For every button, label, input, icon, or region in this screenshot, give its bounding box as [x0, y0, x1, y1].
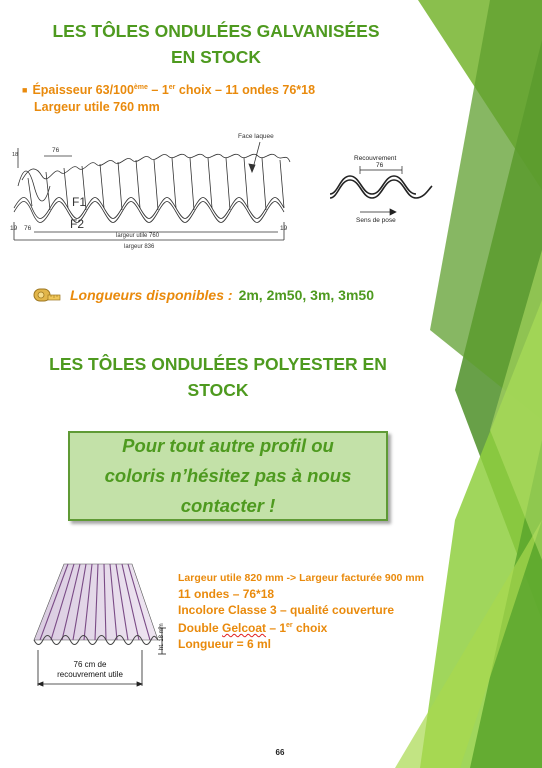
recouvrement-diagram [326, 150, 438, 226]
dim-19-right-label: 19 [280, 225, 288, 232]
polyester-spec-line1: Largeur utile 820 mm -> Largeur facturée 900 mm [178, 572, 424, 584]
galvanized-specs [22, 80, 315, 115]
gelcoat-word: Gelcoat [222, 621, 267, 635]
cover-line2-label: recouvrement utile [57, 670, 123, 679]
polyester-spec-line3: Incolore Classe 3 – qualité couverture [178, 603, 395, 617]
dim-76-top-label: 76 [52, 147, 60, 154]
tape-measure-icon [32, 286, 62, 304]
section-title-polyester-line1: LES TÔLES ONDULÉES POLYESTER EN [49, 354, 387, 374]
lengths-values: 2m, 2m50, 3m, 3m50 [238, 287, 374, 303]
galvanized-spec-line2: Largeur utile 760 mm [34, 100, 160, 115]
cover-line1-label: 76 cm de [73, 660, 107, 669]
polyester-sheet-diagram [26, 558, 172, 692]
polyester-specs [178, 570, 424, 652]
f2-label: F2 [70, 217, 85, 231]
dim-18-label: 18 [12, 152, 19, 158]
galvanized-profile-diagram [8, 128, 308, 252]
section-title-polyester-line2: STOCK [187, 380, 249, 400]
polyester-spec-line4: Double Gelcoat – 1er choix [178, 621, 328, 635]
contact-callout-text: Pour tout autre profil ou coloris n’hésitez pas à nous contacter ! [104, 435, 352, 516]
largeur-836-label: largeur 836 [124, 244, 155, 250]
dim-76-bottom-label: 76 [24, 225, 32, 232]
lengths-available [32, 286, 374, 304]
square-bullet-icon: ■ [22, 85, 28, 96]
polyester-spec-line2: 11 ondes – 76*18 [178, 587, 275, 601]
f1-label: F1 [72, 195, 87, 209]
page-number: 66 [275, 748, 285, 757]
lengths-label: Longueurs disponibles : [70, 287, 233, 303]
polyester-spec-line5: Longueur = 6 ml [178, 637, 272, 651]
dim-19-left-label: 19 [10, 225, 18, 232]
sens-de-pose-label: Sens de pose [356, 217, 396, 224]
face-laquee-label: Face laquee [238, 133, 274, 140]
section-title-polyester [22, 351, 414, 403]
galvanized-spec-line1: ■ Épaisseur 63/100ème – 1er choix – 11 ondes 76*18 [22, 83, 316, 98]
section-title-galvanized [20, 18, 412, 70]
height-18mm-label: ht. 18 mm [159, 623, 165, 650]
contact-callout-box [68, 431, 388, 521]
section-title-galvanized-line2: EN STOCK [170, 47, 262, 67]
section-title-galvanized-line1: LES TÔLES ONDULÉES GALVANISÉES [52, 21, 380, 41]
recouvrement-label: Recouvrement [354, 155, 397, 162]
largeur-utile-label: largeur utile 760 [116, 233, 160, 239]
recouvrement-76-label: 76 [376, 162, 384, 169]
